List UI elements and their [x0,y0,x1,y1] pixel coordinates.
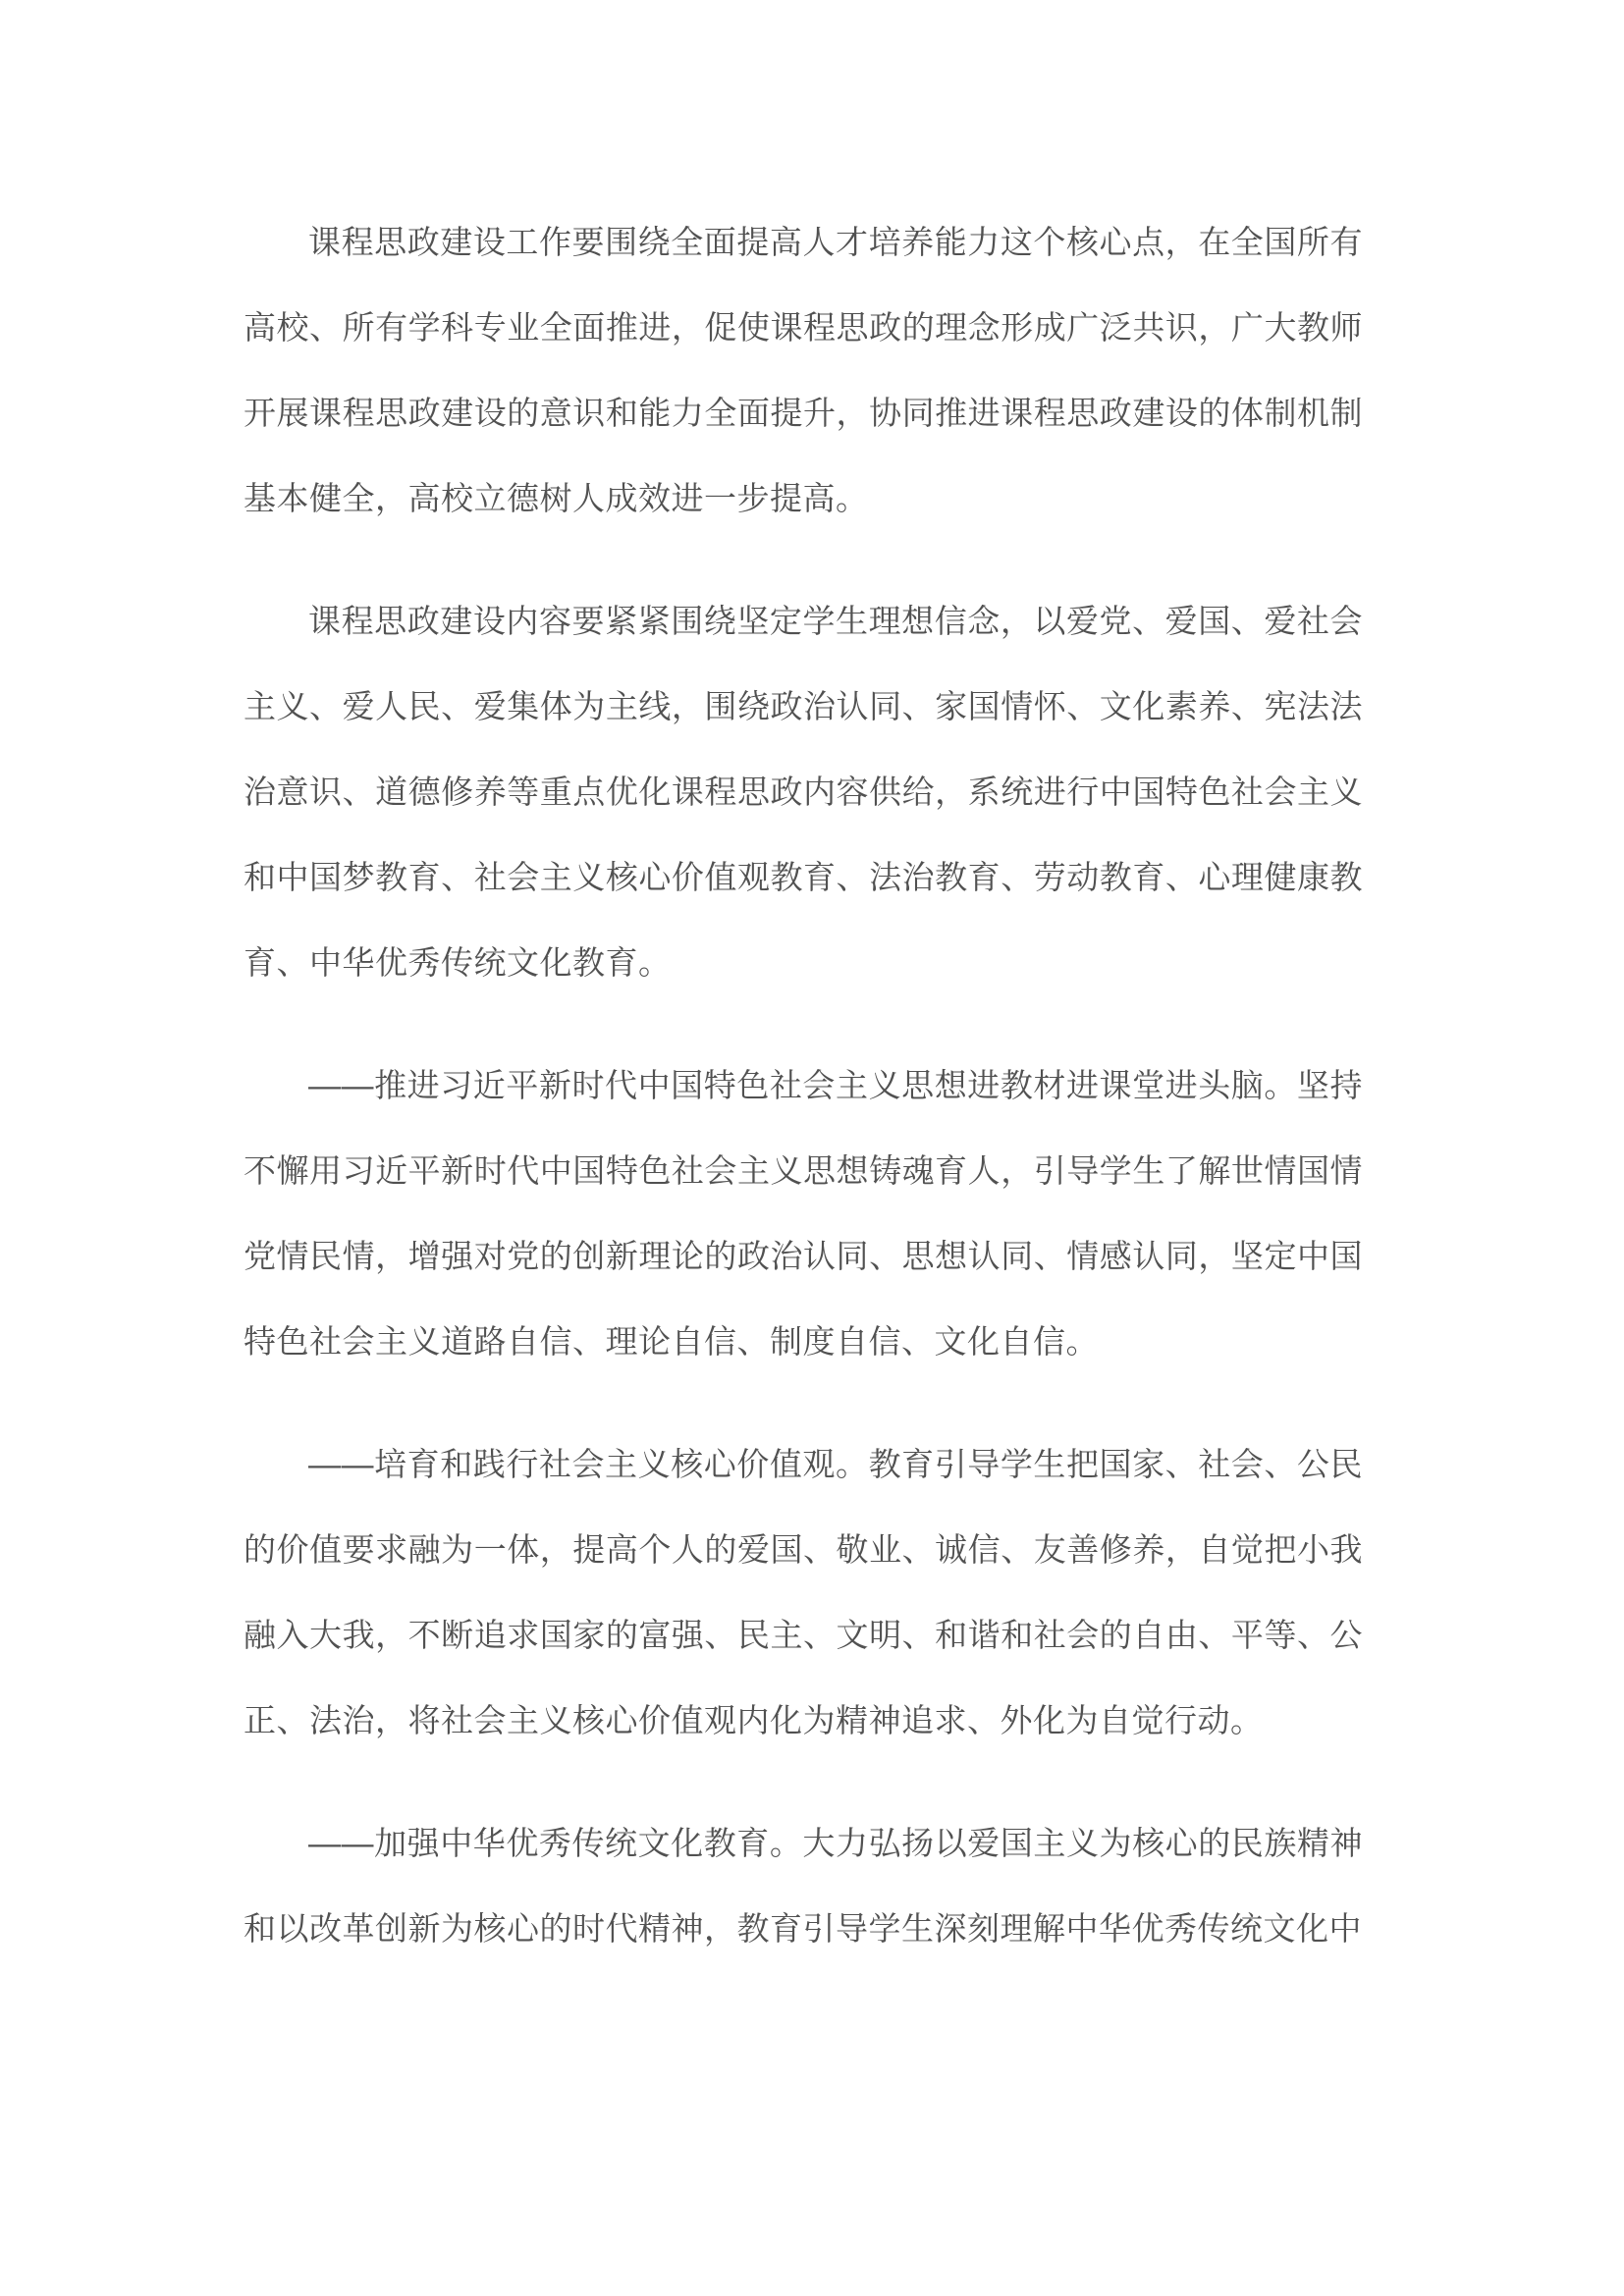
paragraph-3: ——推进习近平新时代中国特色社会主义思想进教材进课堂进头脑。坚持不懈用习近平新时代中国特色社会主义思想铸魂育人，引导学生了解世情国情党情民情，增强对党的创新理论的政治认同、思想认同、情感认同，坚定中国特色社会主义道路自信、理论自信、制度自信、文化自信。 [244,1067,1363,1360]
paragraph-5: ——加强中华优秀传统文化教育。大力弘扬以爱国主义为核心的民族精神和以改革创新为核心的时代精神，教育引导学生深刻理解中华优秀传统文化中 [244,1825,1363,1947]
paragraph-4: ——培育和践行社会主义核心价值观。教育引导学生把国家、社会、公民的价值要求融为一体，提高个人的爱国、敬业、诚信、友善修养，自觉把小我融入大我，不断追求国家的富强、民主、文明、和谐和社会的自由、平等、公正、法治，将社会主义核心价值观内化为精神追求、外化为自觉行动。 [244,1446,1363,1738]
paragraph-2: 课程思政建设内容要紧紧围绕坚定学生理想信念，以爱党、爱国、爱社会主义、爱人民、爱集体为主线，围绕政治认同、家国情怀、文化素养、宪法法治意识、道德修养等重点优化课程思政内容供给，系统进行中国特色社会主义和中国梦教育、社会主义核心价值观教育、法治教育、劳动教育、心理健康教育、中华优秀传统文化教育。 [244,603,1363,981]
text-body [244,199,1363,2008]
paragraph-1: 课程思政建设工作要围绕全面提高人才培养能力这个核心点，在全国所有高校、所有学科专业全面推进，促使课程思政的理念形成广泛共识，广大教师开展课程思政建设的意识和能力全面提升，协同推进课程思政建设的体制机制基本健全，高校立德树人成效进一步提高。 [244,224,1363,516]
